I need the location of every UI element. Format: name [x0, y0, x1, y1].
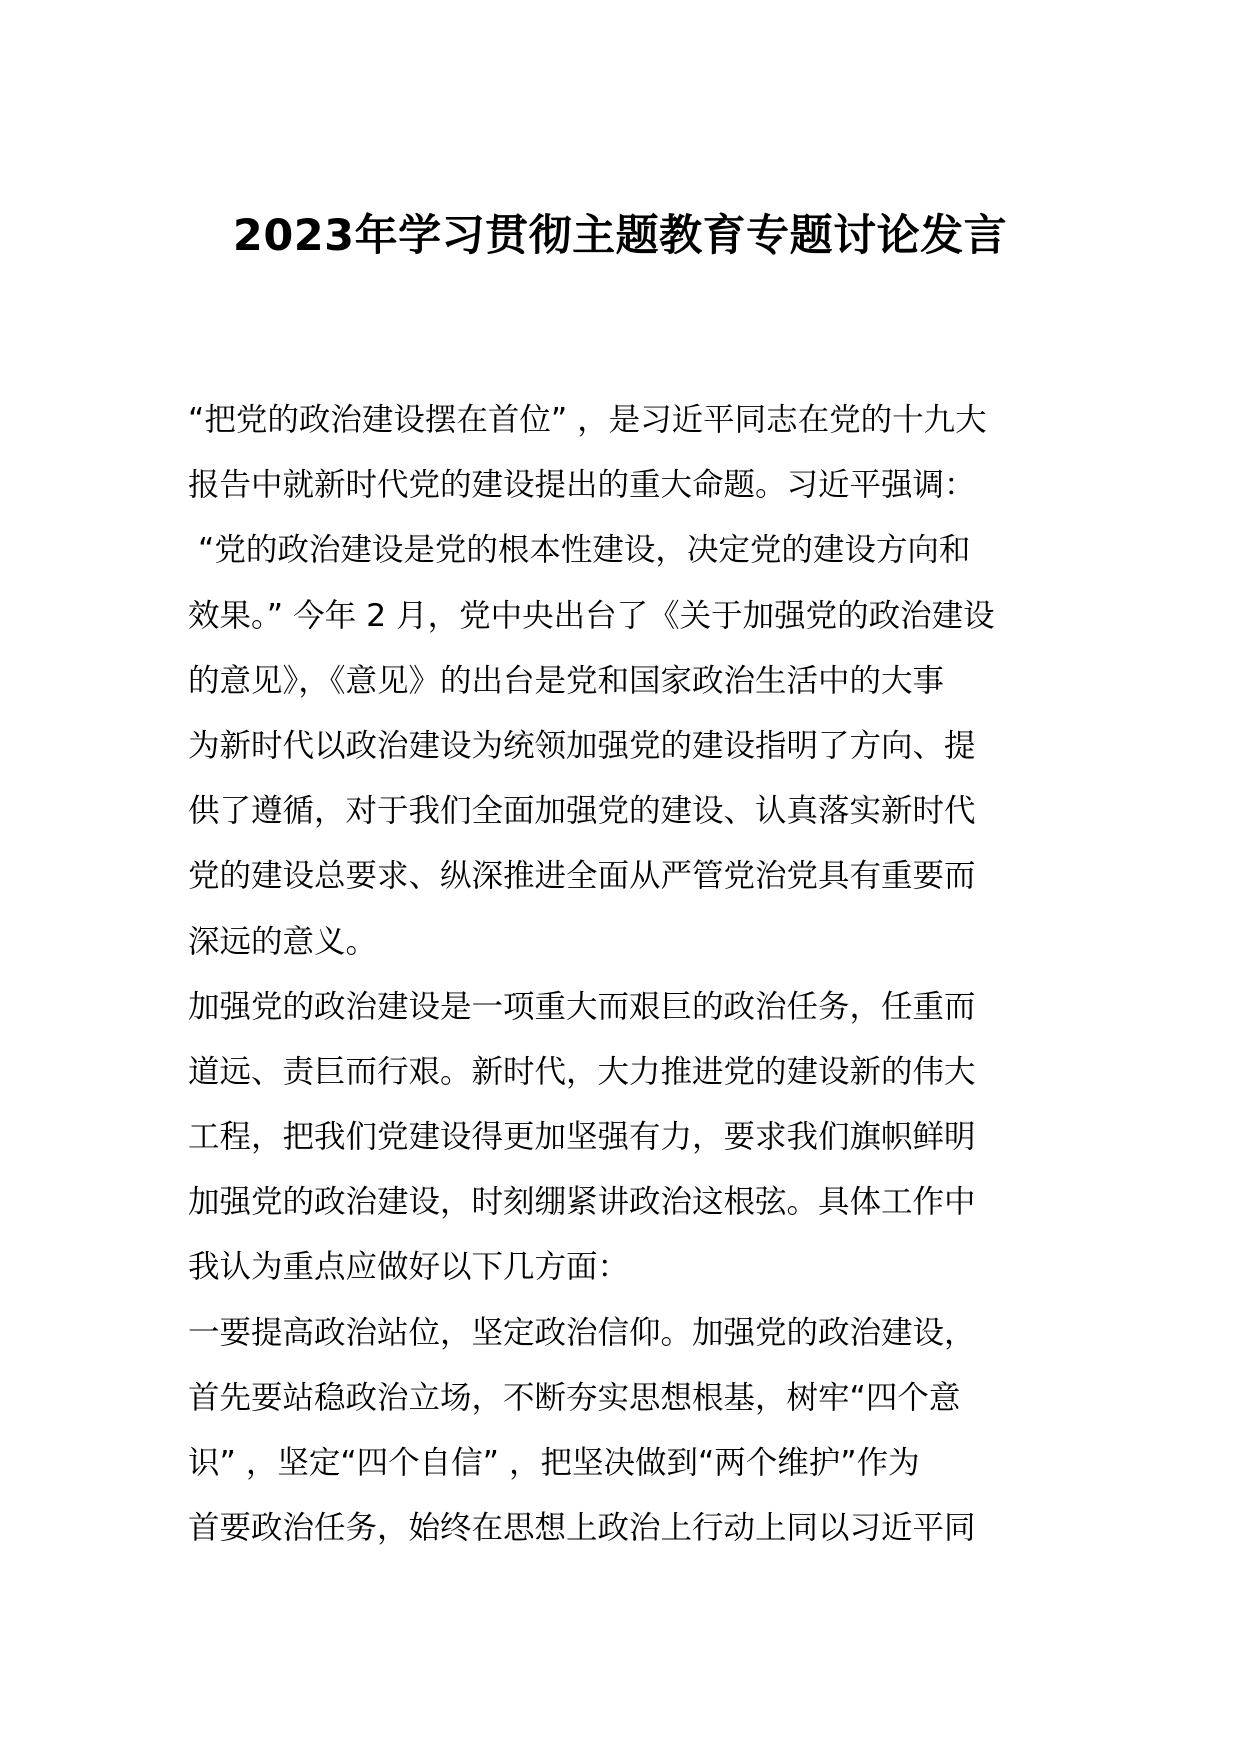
- body-line: 识” ，坚定“四个自信” ，把坚决做到“两个维护”作为: [188, 1445, 920, 1481]
- body-line: 我认为重点应做好以下几方面：: [188, 1249, 630, 1286]
- body-line: 报告中就新时代党的建设提出的重大命题。习近平强调：: [188, 467, 976, 504]
- body-line: 的意见》，《意见》的出台是党和国家政治生活中的大事: [188, 662, 945, 699]
- body-line: 首要政治任务，始终在思想上政治上行动上同以习近平同: [188, 1510, 976, 1547]
- body-line: 工程，把我们党建设得更加坚强有力，要求我们旗帜鲜明: [188, 1119, 976, 1156]
- body-line: 加强党的政治建设，时刻绷紧讲政治这根弦。具体工作中: [188, 1184, 976, 1221]
- body-line: 一要提高政治站位，坚定政治信仰。加强党的政治建设，: [188, 1314, 976, 1351]
- body-line: 道远、责巨而行艰。新时代，大力推进党的建设新的伟大: [188, 1053, 976, 1090]
- document-body: [188, 388, 1054, 1561]
- body-line: 供了遵循，对于我们全面加强党的建设、认真落实新时代: [188, 793, 976, 830]
- body-line: “把党的政治建设摆在首位” ，是习近平同志在党的十九大: [188, 402, 987, 438]
- body-line: 深远的意义。: [188, 923, 378, 960]
- body-line: 效果。” 今年 2 月，党中央出台了《关于加强党的政治建设: [188, 597, 995, 634]
- body-line: 党的建设总要求、纵深推进全面从严管党治党具有重要而: [188, 858, 976, 895]
- document-title: 2023年学习贯彻主题教育专题讨论发言: [232, 211, 1008, 261]
- body-line: 加强党的政治建设是一项重大而艰巨的政治任务，任重而: [188, 988, 976, 1025]
- body-line: 首先要站稳政治立场，不断夯实思想根基，树牢“四个意: [188, 1379, 961, 1416]
- body-line: 为新时代以政治建设为统领加强党的建设指明了方向、提: [188, 727, 976, 764]
- body-line: “党的政治建设是党的根本性建设，决定党的建设方向和: [188, 532, 971, 569]
